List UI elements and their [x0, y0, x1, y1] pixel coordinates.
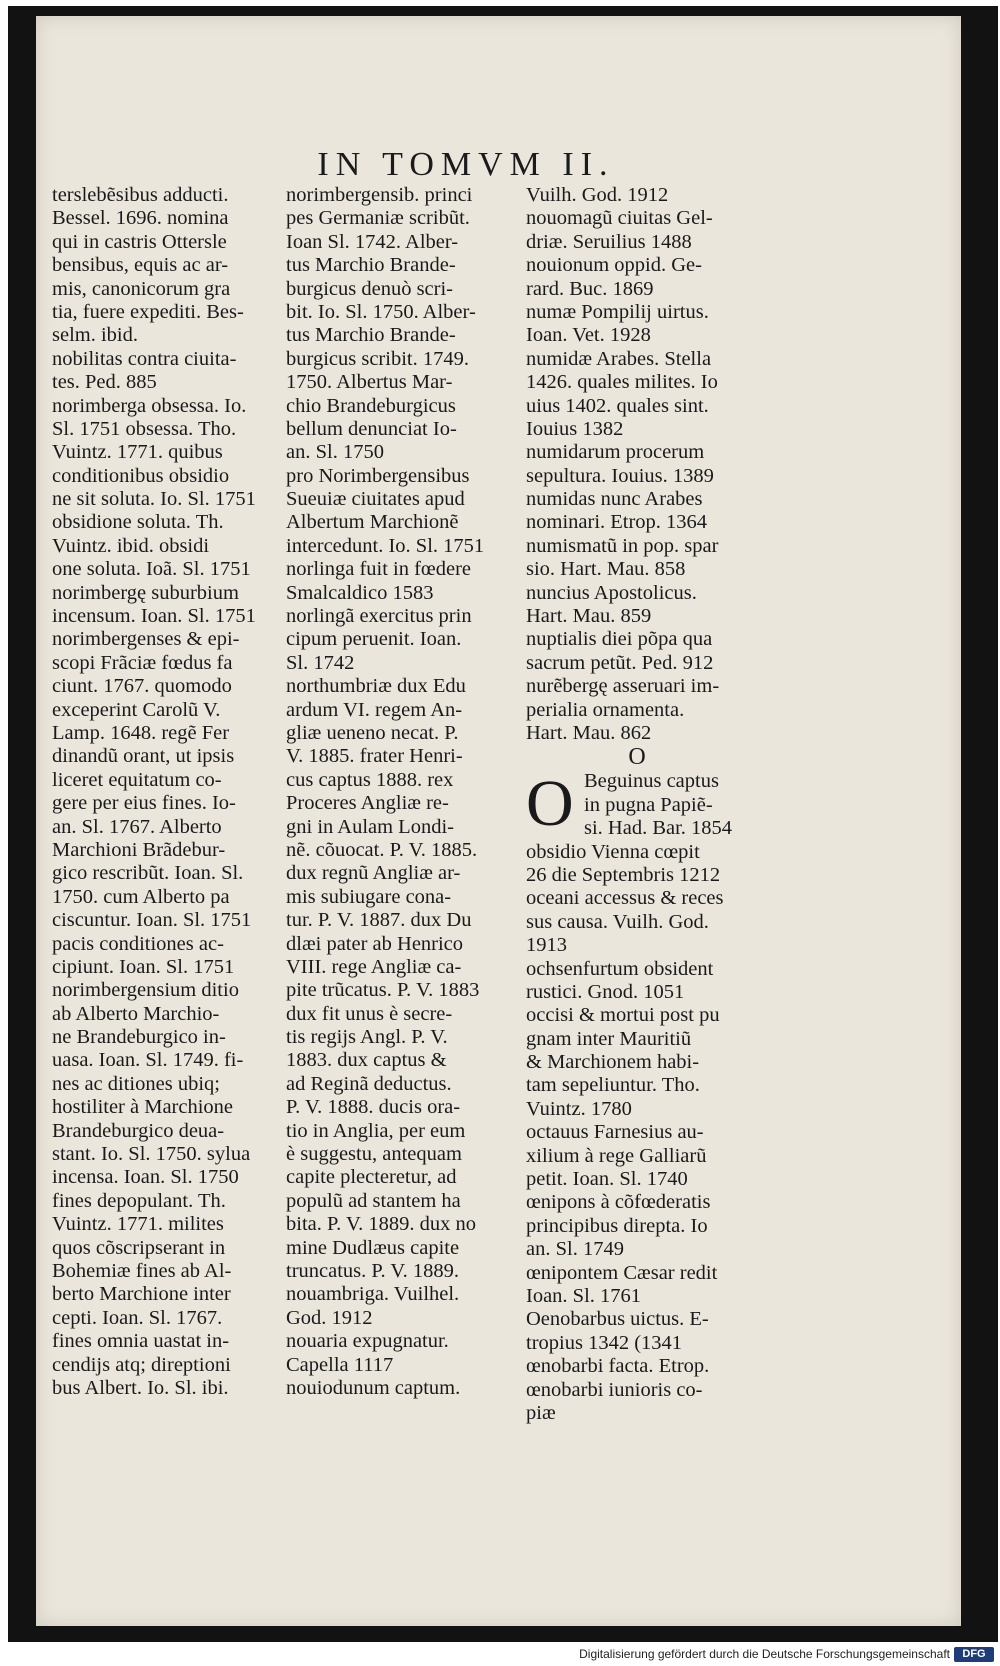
index-entry-line: obsidione soluta. Th. [52, 511, 224, 534]
index-entry-line: tus Marchio Brande- [286, 324, 456, 347]
index-entry-line: dlæi pater ab Henrico [286, 932, 464, 955]
index-entry-line: pro Norimbergensibus [286, 464, 470, 487]
index-entry-line: Capella 1117 [286, 1353, 394, 1376]
index-entry-line: nouionum oppid. Ge- [526, 254, 702, 277]
index-entry-line: sepultura. Iouius. 1389 [526, 464, 714, 487]
index-column-3-part-2 [526, 767, 748, 1425]
index-entry-line: nouaria expugnatur. [286, 1330, 449, 1353]
index-entry-line: norimbergensium ditio [52, 979, 239, 1002]
index-entry-line: cipum peruenit. Ioan. [286, 628, 462, 651]
index-entry-line: bensibus, equis ac ar- [52, 254, 229, 277]
index-entry-line: & Marchionem habi- [526, 1051, 700, 1074]
index-entry-line: scopi Frãciæ fœdus fa [52, 651, 233, 674]
index-entry-line: perialia ornamenta. [526, 698, 685, 721]
index-entry-line: liceret equitatum co- [52, 768, 222, 791]
index-entry-line: dinandũ orant, ut ipsis [52, 745, 235, 768]
index-entry-line: nuptialis diei põpa qua [526, 628, 713, 651]
index-entry-line: ciunt. 1767. quomodo [52, 675, 232, 698]
index-entry-line: norimbergę suburbium [52, 581, 239, 604]
index-entry-line: tia, fuere expediti. Bes- [52, 300, 244, 323]
index-entry-line: cendijs atq; direptioni [52, 1353, 231, 1376]
index-entry-line: conditionibus obsidio [52, 464, 230, 487]
index-entry-line: bit. Io. Sl. 1750. Alber- [286, 300, 476, 323]
index-entry-line: norlingã exercitus prin [286, 605, 472, 628]
index-entry-line: Vuilh. God. 1912 [526, 184, 669, 206]
index-entry-line: Ioan. Vet. 1928 [526, 324, 651, 347]
index-entry-line: intercedunt. Io. Sl. 1751 [286, 534, 485, 557]
index-entry-line: 1750. cum Alberto pa [52, 885, 230, 908]
index-entry-line: œnipons à cõfœderatis [526, 1191, 711, 1214]
index-entry-line: Iouius 1382 [526, 417, 624, 440]
index-entry-line: gnam inter Mauritiũ [526, 1027, 692, 1050]
index-entry-line: northumbriæ dux Edu [286, 675, 466, 698]
index-entry-line: mis subiugare cona- [286, 885, 452, 908]
index-entry-line: œnobarbi iunioris co- [526, 1378, 703, 1401]
index-entry-line: incensum. Ioan. Sl. 1751 [52, 605, 256, 628]
index-entry-line: Smalcaldico 1583 [286, 581, 434, 604]
index-entry-line: piæ [526, 1401, 556, 1424]
dfg-logo: DFG [954, 1647, 994, 1662]
index-entry-line: dux fit unus è secre- [286, 1002, 453, 1025]
index-entry-line: ad Reginã deductus. [286, 1072, 452, 1095]
index-entry-line: ardum VI. regem An- [286, 698, 463, 721]
index-entry-line: Sl. 1742 [286, 651, 355, 674]
index-entry-line: bellum denunciat Io- [286, 417, 457, 440]
index-entry-line: an. Sl. 1749 [526, 1238, 624, 1261]
dropcap-block [526, 767, 748, 1425]
index-entry-line: nurẽbergę asseruari im- [526, 675, 720, 698]
index-entry-line: petit. Ioan. Sl. 1740 [526, 1168, 688, 1191]
index-entry-line: nuncius Apostolicus. [526, 581, 697, 604]
index-entry-line: 1750. Albertus Mar- [286, 371, 453, 394]
index-entry-line: stant. Io. Sl. 1750. sylua [52, 1143, 251, 1166]
index-entry-line: sio. Hart. Mau. 858 [526, 558, 686, 581]
index-entry-line: xilium à rege Galliarũ [526, 1144, 707, 1167]
index-entry-line: rard. Buc. 1869 [526, 277, 654, 300]
index-entry-line: selm. ibid. [52, 324, 138, 347]
index-entry-line: driæ. Seruilius 1488 [526, 230, 692, 253]
index-entry-line: tes. Ped. 885 [52, 371, 157, 394]
index-entry-line: ne Brandeburgico in- [52, 1026, 226, 1049]
index-entry-line: Vuintz. 1771. quibus [52, 441, 223, 464]
index-entry-line: cus captus 1888. rex [286, 768, 454, 791]
index-entry-line: an. Sl. 1750 [286, 441, 384, 464]
index-entry-line: ne sit soluta. Io. Sl. 1751 [52, 488, 256, 511]
dropcap-initial: O [526, 767, 574, 841]
index-entry-line: ab Alberto Marchio- [52, 1002, 220, 1025]
index-entry-line: truncatus. P. V. 1889. [286, 1259, 459, 1282]
index-entry-line: qui in castris Ottersle [52, 230, 227, 253]
index-entry-line: chio Brandeburgicus [286, 394, 456, 417]
index-column-3 [526, 184, 748, 1425]
index-entry-line: Sueuiæ ciuitates apud [286, 488, 465, 511]
index-entry-line: norimbergenses & epi- [52, 628, 240, 651]
index-entry-line: Albertum Marchionẽ [286, 511, 459, 534]
index-entry-line: 26 die Septembris 1212 [526, 863, 721, 886]
index-entry-line: God. 1912 [286, 1306, 373, 1329]
index-entry-line: norimberga obsessa. Io. [52, 394, 247, 417]
index-entry-line: nouomagũ ciuitas Gel- [526, 207, 713, 230]
index-entry-line: gliæ ueneno necat. P. [286, 721, 459, 744]
index-entry-line: berto Marchione inter [52, 1283, 231, 1306]
index-entry-line: Bohemiæ fines ab Al- [52, 1259, 232, 1282]
index-entry-line: octauus Farnesius au- [526, 1121, 704, 1144]
index-entry-line: tio in Anglia, per eum [286, 1119, 466, 1142]
index-entry-line: gni in Aulam Londi- [286, 815, 454, 838]
index-entry-line: tam sepeliuntur. Tho. [526, 1074, 700, 1097]
index-entry-line: cepti. Ioan. Sl. 1767. [52, 1306, 223, 1329]
running-head: IN TOMVM II. [317, 146, 615, 183]
index-entry-line: Ioan Sl. 1742. Alber- [286, 230, 459, 253]
index-entry-line: si. Had. Bar. 1854 [584, 817, 733, 840]
index-entry-line: nouiodunum captum. [286, 1376, 461, 1399]
index-entry-line: tropius 1342 (1341 [526, 1331, 683, 1354]
index-entry-line: Bessel. 1696. nomina [52, 207, 229, 230]
index-entry-line: Vuintz. ibid. obsidi [52, 534, 210, 557]
index-entry-line: P. V. 1888. ducis ora- [286, 1096, 461, 1119]
index-entry-line: ciscuntur. Ioan. Sl. 1751 [52, 909, 252, 932]
index-entry-line: burgicus denuò scri- [286, 277, 454, 300]
index-entry-line: principibus direpta. Io [526, 1214, 708, 1237]
index-entry-line: nobilitas contra ciuita- [52, 347, 237, 370]
index-entry-line: numæ Pompilij uirtus. [526, 300, 709, 323]
index-entry-line: norimbergensib. princi [286, 184, 473, 206]
index-entry-line: quos cõscripserant in [52, 1236, 226, 1259]
index-entry-line: sus causa. Vuilh. God. [526, 910, 709, 933]
index-entry-line: numidæ Arabes. Stella [526, 347, 712, 370]
index-entry-line: gico rescribũt. Ioan. Sl. [52, 862, 244, 885]
book-page [36, 16, 961, 1626]
index-entry-line: Hart. Mau. 859 [526, 605, 652, 628]
index-entry-line: oceani accessus & reces [526, 887, 724, 910]
index-entry-line: norlinga fuit in fœdere [286, 558, 472, 581]
index-entry-line: pite trũcatus. P. V. 1883 [286, 979, 480, 1002]
index-entry-line: sacrum petũt. Ped. 912 [526, 651, 714, 674]
index-entry-line: terslebẽsibus adducti. [52, 184, 229, 206]
index-entry-line: uasa. Ioan. Sl. 1749. fi- [52, 1049, 244, 1072]
index-entry-line: Ioan. Sl. 1761 [526, 1284, 642, 1307]
index-entry-line: an. Sl. 1767. Alberto [52, 815, 222, 838]
index-entry-line: œnipontem Cæsar redit [526, 1261, 718, 1284]
index-entry-line: populũ ad stantem ha [286, 1189, 461, 1212]
index-entry-line: hostiliter à Marchione [52, 1096, 234, 1119]
index-entry-line: 1913 [526, 934, 567, 957]
section-letter-heading: O [628, 745, 646, 771]
index-entry-line: Vuintz. 1780 [526, 1097, 632, 1120]
index-entry-line: rustici. Gnod. 1051 [526, 980, 685, 1003]
index-entry-line: nẽ. cõuocat. P. V. 1885. [286, 838, 478, 861]
index-entry-line: Vuintz. 1771. milites [52, 1213, 224, 1236]
index-entry-line: œnobarbi facta. Etrop. [526, 1355, 710, 1378]
index-entry-line: occisi & mortui post pu [526, 1004, 720, 1027]
index-entry-line: dux regnũ Angliæ ar- [286, 862, 461, 885]
index-entry-line: VIII. rege Angliæ ca- [286, 955, 462, 978]
index-entry-line: uius 1402. quales sint. [526, 394, 709, 417]
index-column-2 [286, 184, 508, 1400]
index-entry-line: capite plecteretur, ad [286, 1166, 457, 1189]
index-entry-line: bita. P. V. 1889. dux no [286, 1213, 477, 1236]
index-entry-line: mine Dudlæus capite [286, 1236, 460, 1259]
index-entry-line: Beguinus captus [584, 770, 719, 793]
index-entry-line: Brandeburgico deua- [52, 1119, 225, 1142]
index-column-3-part-1 [526, 184, 748, 745]
index-entry-line: V. 1885. frater Henri- [286, 745, 463, 768]
index-entry-line: Marchioni Brãdebur- [52, 838, 226, 861]
index-entry-line: nominari. Etrop. 1364 [526, 511, 708, 534]
index-entry-line: pes Germaniæ scribũt. [286, 207, 470, 230]
index-entry-line: Hart. Mau. 862 [526, 721, 652, 744]
index-entry-line: è suggestu, antequam [286, 1143, 462, 1166]
index-entry-line: obsidio Vienna cœpit [526, 840, 700, 863]
index-entry-line: bus Albert. Io. Sl. ibi. [52, 1376, 229, 1399]
index-entry-line: 1883. dux captus & [286, 1049, 447, 1072]
index-entry-line: incensa. Ioan. Sl. 1750 [52, 1166, 239, 1189]
index-entry-line: numidas nunc Arabes [526, 488, 703, 511]
index-entry-line: numismatũ in pop. spar [526, 534, 719, 557]
index-entry-line: one soluta. Ioã. Sl. 1751 [52, 558, 251, 581]
index-entry-line: ochsenfurtum obsident [526, 957, 714, 980]
index-entry-line: Sl. 1751 obsessa. Tho. [52, 417, 237, 440]
index-entry-line: fines depopulant. Th. [52, 1189, 226, 1212]
index-entry-line: Lamp. 1648. regẽ Fer [52, 721, 230, 744]
index-entry-line: 1426. quales milites. Io [526, 371, 718, 394]
index-entry-line: exceperint Carolũ V. [52, 698, 221, 721]
index-column-1 [52, 184, 272, 1400]
index-entry-line: pacis conditiones ac- [52, 932, 224, 955]
index-entry-line: numidarum procerum [526, 441, 705, 464]
index-entry-line: gere per eius fines. Io- [52, 792, 236, 815]
index-entry-line: fines omnia uastat in- [52, 1330, 230, 1353]
footer-bar [0, 1642, 1000, 1666]
scan-background [8, 6, 998, 1642]
index-entry-line: Proceres Angliæ re- [286, 792, 449, 815]
index-entry-line: nouambriga. Vuilhel. [286, 1283, 460, 1306]
index-entry-line: Oenobarbus uictus. E- [526, 1308, 709, 1331]
index-entry-line: cipiunt. Ioan. Sl. 1751 [52, 955, 235, 978]
index-entry-line: tis regijs Angl. P. V. [286, 1026, 448, 1049]
index-entry-line: burgicus scribit. 1749. [286, 347, 469, 370]
index-entry-line: mis, canonicorum gra [52, 277, 231, 300]
funding-credit: Digitalisierung gefördert durch die Deutsche Forschungsgemeinschaft [579, 1647, 950, 1661]
index-entry-line: tur. P. V. 1887. dux Du [286, 909, 472, 932]
index-entry-line: tus Marchio Brande- [286, 254, 456, 277]
index-entry-line: in pugna Papiẽ- [584, 793, 713, 816]
index-entry-line: nes ac ditiones ubiq; [52, 1072, 220, 1095]
